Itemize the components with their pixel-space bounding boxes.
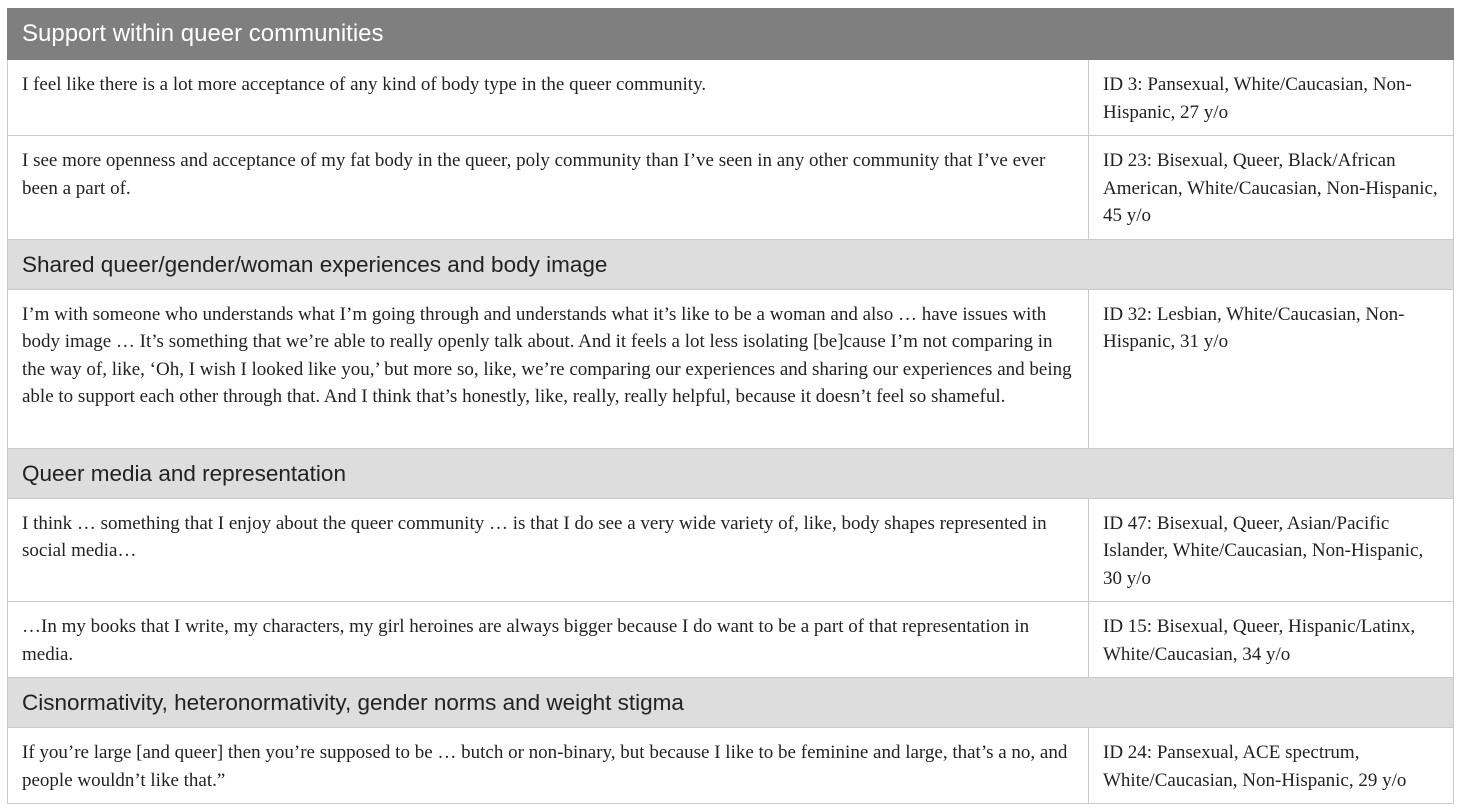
section-title: Shared queer/gender/woman experiences and body image bbox=[8, 239, 1454, 289]
quote-cell: I feel like there is a lot more acceptance of any kind of body type in the queer community. bbox=[8, 60, 1089, 136]
section-header-support bbox=[8, 9, 1454, 60]
quote-cell: …In my books that I write, my characters, my girl heroines are always bigger because I do want to be a part of that representation in media. bbox=[8, 602, 1089, 678]
participant-id-cell: ID 32: Lesbian, White/Caucasian, Non-Hispanic, 31 y/o bbox=[1089, 289, 1454, 448]
section-header-media bbox=[8, 448, 1454, 498]
participant-id-cell: ID 3: Pansexual, White/Caucasian, Non-Hispanic, 27 y/o bbox=[1089, 60, 1454, 136]
table-row bbox=[8, 60, 1454, 136]
participant-id-cell: ID 15: Bisexual, Queer, Hispanic/Latinx, White/Caucasian, 34 y/o bbox=[1089, 602, 1454, 678]
table-row bbox=[8, 602, 1454, 678]
quote-cell: I’m with someone who understands what I’m going through and understands what it’s like to be a woman and also … have issues with body image … It’s something that we’re able to really openly talk about. And it feels a lot less isolating [be]cause I’m not comparing in the way of, like, ‘Oh, I wish I looked like you,’ but more so, like, we’re comparing our experiences and sharing our experiences and being able to support each other through that. And I think that’s honestly, like, really, really helpful, because it doesn’t feel so shameful. bbox=[8, 289, 1089, 448]
section-header-shared-experiences bbox=[8, 239, 1454, 289]
participant-id-cell: ID 23: Bisexual, Queer, Black/African American, White/Caucasian, Non-Hispanic, 45 y/o bbox=[1089, 136, 1454, 240]
table-row bbox=[8, 136, 1454, 240]
participant-id-cell: ID 24: Pansexual, ACE spectrum, White/Caucasian, Non-Hispanic, 29 y/o bbox=[1089, 728, 1454, 804]
quote-cell: I think … something that I enjoy about the queer community … is that I do see a very wide variety of, like, body shapes represented in social media… bbox=[8, 498, 1089, 602]
quote-cell: If you’re large [and queer] then you’re supposed to be … butch or non-binary, but because I like to be feminine and large, that’s a no, and people wouldn’t like that.” bbox=[8, 728, 1089, 804]
themes-quotes-table bbox=[7, 8, 1454, 804]
section-title: Support within queer communities bbox=[8, 9, 1454, 60]
table-row bbox=[8, 289, 1454, 448]
quote-cell: I see more openness and acceptance of my fat body in the queer, poly community than I’ve seen in any other community that I’ve ever been a part of. bbox=[8, 136, 1089, 240]
table-row bbox=[8, 498, 1454, 602]
themes-table-container bbox=[7, 8, 1453, 804]
section-title: Cisnormativity, heteronormativity, gender norms and weight stigma bbox=[8, 678, 1454, 728]
section-header-norms-stigma bbox=[8, 678, 1454, 728]
participant-id-cell: ID 47: Bisexual, Queer, Asian/Pacific Islander, White/Caucasian, Non-Hispanic, 30 y/o bbox=[1089, 498, 1454, 602]
section-title: Queer media and representation bbox=[8, 448, 1454, 498]
table-row bbox=[8, 728, 1454, 804]
